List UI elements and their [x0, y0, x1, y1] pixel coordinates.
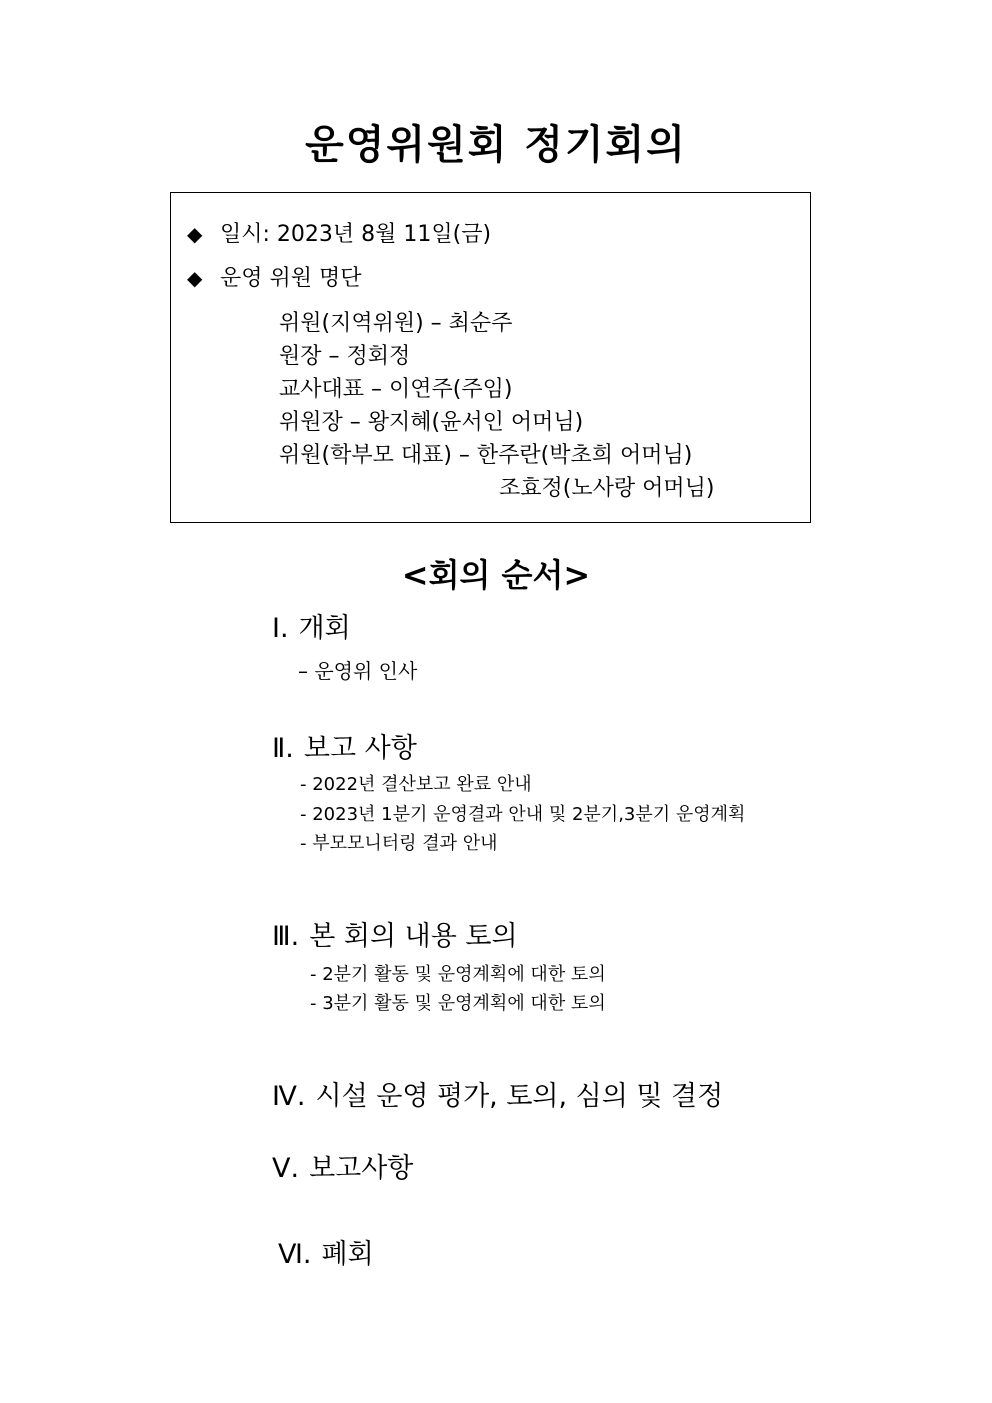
agenda-item: - 3분기 활동 및 운영계획에 대한 토의 — [310, 993, 606, 1014]
section-number: Ⅰ. — [272, 613, 289, 644]
agenda-item: - 2023년 1분기 운영결과 안내 및 2분기,3분기 운영계획 — [300, 804, 746, 825]
section-number: Ⅳ. — [272, 1081, 306, 1112]
page-title: 운영위원회 정기회의 — [305, 122, 687, 168]
agenda-item: – 운영위 인사 — [298, 659, 418, 683]
agenda-section — [272, 914, 518, 953]
diamond-bullet-icon: ◆ — [187, 266, 203, 290]
member-line: 교사대표 – 이연주(주임) — [279, 377, 513, 402]
agenda-section — [272, 1074, 723, 1113]
section-title: 폐회 — [321, 1239, 374, 1270]
section-number: Ⅵ. — [278, 1239, 312, 1270]
date-label: 일시: — [220, 222, 270, 247]
section-title: 보고사항 — [309, 1153, 414, 1184]
section-title: 개회 — [298, 613, 351, 644]
section-title: 시설 운영 평가, 토의, 심의 및 결정 — [315, 1081, 724, 1112]
agenda-title: <회의 순서> — [401, 556, 591, 594]
section-title: 본 회의 내용 토의 — [309, 921, 518, 952]
agenda-section — [272, 606, 351, 645]
date-row — [187, 217, 491, 248]
member-line: 위원장 – 왕지혜(윤서인 어머님) — [279, 410, 584, 435]
diamond-bullet-icon: ◆ — [187, 222, 203, 246]
members-row — [187, 261, 362, 292]
agenda-section — [272, 1146, 413, 1185]
agenda-item: - 부모모니터링 결과 안내 — [300, 833, 498, 854]
agenda-item: - 2분기 활동 및 운영계획에 대한 토의 — [310, 964, 606, 985]
member-line: 원장 – 정회정 — [279, 344, 411, 369]
section-number: Ⅱ. — [272, 733, 294, 764]
agenda-item: - 2022년 결산보고 완료 안내 — [300, 774, 532, 795]
members-label: 운영 위원 명단 — [220, 266, 362, 291]
section-number: Ⅲ. — [272, 921, 300, 952]
date-value: 2023년 8월 11일(금) — [276, 222, 492, 247]
member-line: 위원(학부모 대표) – 한주란(박초희 어머님) — [279, 443, 693, 468]
member-line: 위원(지역위원) – 최순주 — [279, 311, 513, 336]
section-title: 보고 사항 — [303, 733, 417, 764]
section-number: Ⅴ. — [272, 1153, 300, 1184]
agenda-section — [272, 726, 417, 765]
member-line: 조효정(노사랑 어머님) — [499, 476, 715, 501]
meeting-info-box — [170, 192, 811, 523]
agenda-section — [278, 1232, 374, 1271]
